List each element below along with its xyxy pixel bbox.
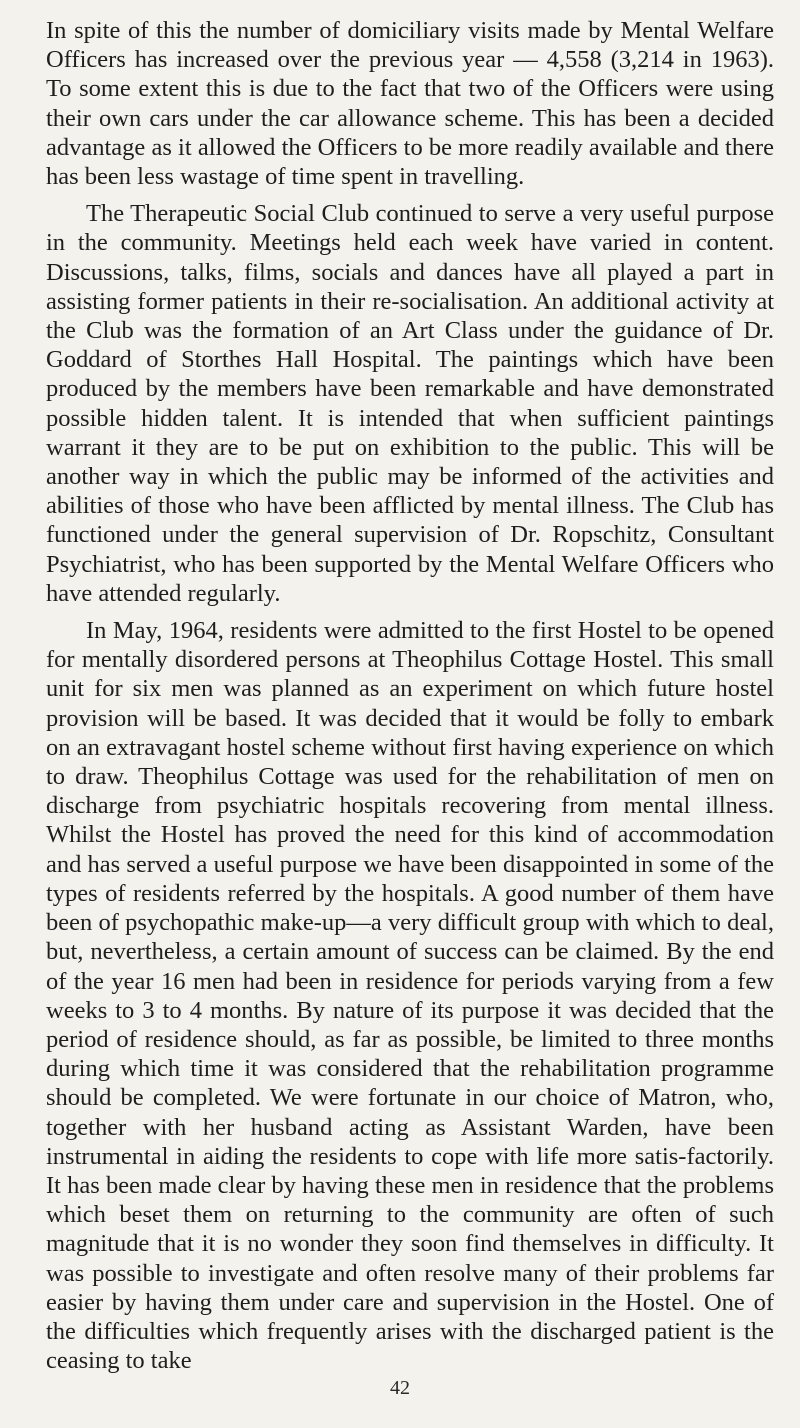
document-body	[46, 16, 774, 1383]
paragraph-theophilus-cottage-hostel: In May, 1964, residents were admitted to the first Hostel to be opened for mentally disordered persons at Theophilus Cottage Hostel. This small unit for six men was planned as an experiment on which future hostel provision will be based. It was decided that it would be folly to embark on an extravagant hostel scheme without first having experience on which to draw. Theophilus Cottage was used for the rehabilitation of men on discharge from psychiatric hospitals recovering from mental illness. Whilst the Hostel has proved the need for this kind of accommodation and has served a useful purpose we have been disappointed in some of the types of residents referred by the hospitals. A good number of them have been of psychopathic make-up—a very difficult group with which to deal, but, nevertheless, a certain amount of success can be claimed. By the end of the year 16 men had been in residence for periods varying from a few weeks to 3 to 4 months. By nature of its purpose it was decided that the period of residence should, as far as possible, be limited to three months during which time it was considered that the rehabilitation programme should be completed. We were fortunate in our choice of Matron, who, together with her husband acting as Assistant Warden, have been instrumental in aiding the residents to cope with life more satis-factorily. It has been made clear by having these men in residence that the problems which beset them on returning to the community are often of such magnitude that it is no wonder they soon find themselves in difficulty. It was possible to investigate and often resolve many of their problems far easier by having them under care and supervision in the Hostel. One of the difficulties which frequently arises with the discharged patient is the ceasing to take	[46, 617, 774, 1375]
paragraph-therapeutic-social-club: The Therapeutic Social Club continued to serve a very useful purpose in the community. Meetings held each week have varied in content. Discussions, talks, films, socials and dances have all played a part in assisting former patients in their re-socialisation. An additional activity at the Club was the formation of an Art Class under the guidance of Dr. Goddard of Storthes Hall Hospital. The paintings which have been produced by the members have been remarkable and have demonstrated possible hidden talent. It is intended that when sufficient paintings warrant it they are to be put on exhibition to the public. This will be another way in which the public may be informed of the activities and abilities of those who have been afflicted by mental illness. The Club has functioned under the general supervision of Dr. Ropschitz, Consultant Psychiatrist, who has been supported by the Mental Welfare Officers who have attended regularly.	[46, 200, 774, 607]
paragraph-domiciliary-visits: In spite of this the number of domiciliary visits made by Mental Welfare Officers has increased over the previous year — 4,558 (3,214 in 1963). To some extent this is due to the fact that two of the Officers were using their own cars under the car allowance scheme. This has been a decided advantage as it allowed the Officers to be more readily available and there has been less wastage of time spent in travelling.	[46, 17, 774, 191]
page-number: 42	[390, 1377, 410, 1399]
